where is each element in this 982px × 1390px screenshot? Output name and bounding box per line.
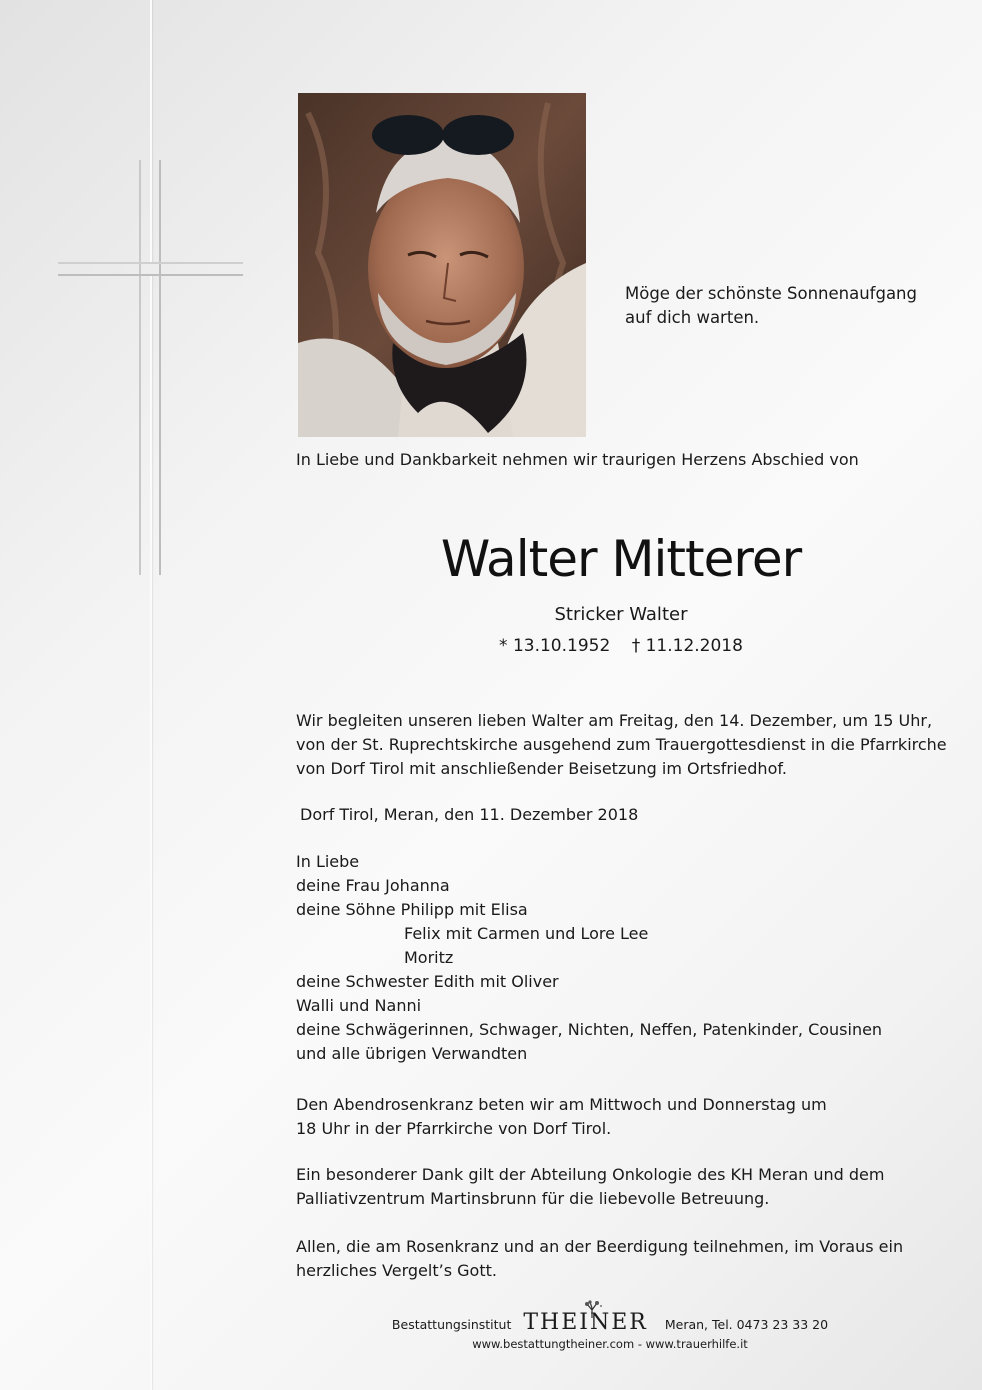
list-item: und alle übrigen Verwandten (296, 1044, 528, 1063)
closing-text: Allen, die am Rosenkranz und an der Beerdigung teilnehmen, im Voraus ein herzliches Vergelt’s Gott. (296, 1237, 904, 1280)
footer-prefix: Bestattungsinstitut (391, 1317, 512, 1332)
footer-web[interactable]: www.bestattungtheiner.com - www.trauerhilfe.it (472, 1337, 748, 1351)
rosary-text: Den Abendrosenkranz beten wir am Mittwoch und Donnerstag um 18 Uhr in der Pfarrkirche von Dorf Tirol. (296, 1095, 827, 1138)
place-date: Dorf Tirol, Meran, den 11. Dezember 2018 (300, 805, 639, 824)
tree-icon (579, 1300, 605, 1318)
list-item: Moritz (404, 948, 454, 967)
birth-date: * 13.10.1952 (499, 636, 611, 656)
list-item: Felix mit Carmen und Lore Lee (404, 924, 649, 943)
list-item: deine Söhne Philipp mit Elisa (296, 900, 528, 919)
thanks-text: Ein besonderer Dank gilt der Abteilung Onkologie des KH Meran und dem Palliativzentrum Martinsbrunn für die liebevolle Betreuung. (296, 1165, 885, 1208)
portrait-photo (298, 93, 586, 437)
footer (300, 1310, 920, 1351)
family-list (296, 850, 956, 1066)
death-date: † 11.12.2018 (631, 636, 743, 656)
list-item: Walli und Nanni (296, 996, 422, 1015)
life-dates (296, 636, 946, 656)
quote: Möge der schönste Sonnenaufgang auf dich warten. (625, 284, 917, 327)
deceased-name: Walter Mitterer (440, 530, 802, 588)
list-item: In Liebe (296, 852, 360, 871)
list-item: deine Schwester Edith mit Oliver (296, 972, 559, 991)
intro-text: In Liebe und Dankbarkeit nehmen wir traurigen Herzens Abschied von (296, 450, 859, 469)
ceremony-text: Wir begleiten unseren lieben Walter am Freitag, den 14. Dezember, um 15 Uhr, von der St. Ruprechtskirche ausgehend zum Trauergottesdienst in die Pfarrkirche von Dorf Tirol mit anschließender Beisetzung im Ortsfriedhof. (296, 711, 947, 778)
list-item: deine Schwägerinnen, Schwager, Nichten, Neffen, Patenkinder, Cousinen (296, 1020, 883, 1039)
list-item: deine Frau Johanna (296, 876, 450, 895)
footer-contact: Meran, Tel. 0473 23 33 20 (664, 1317, 829, 1332)
nickname: Stricker Walter (554, 604, 688, 625)
cross-icon (139, 160, 161, 575)
brand-logo: THEINER (523, 1310, 656, 1335)
